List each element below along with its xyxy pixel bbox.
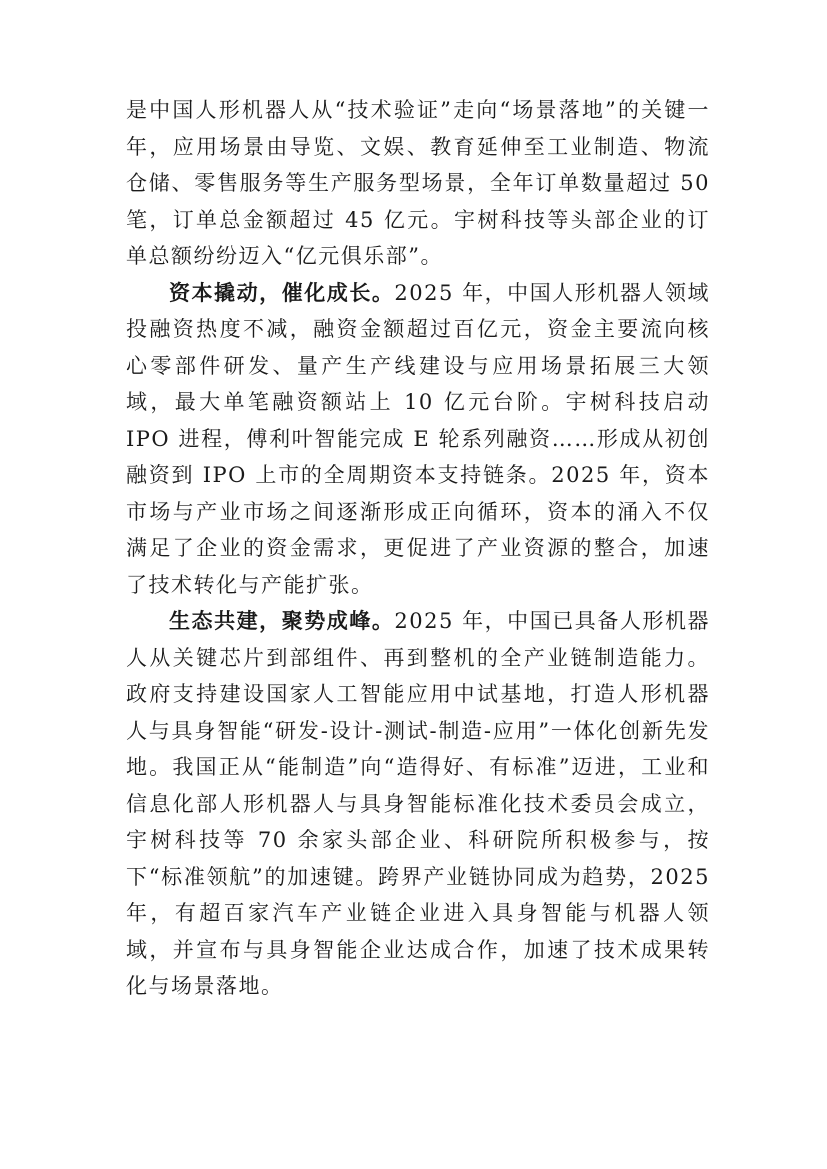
paragraph-continued [126,92,710,275]
paragraph-text: 2025 年，中国已具备人形机器人从关键芯片到部组件、再到整机的全产业链制造能力。政府支持建设国家人工智能应用中试基地，打造人形机器人与具身智能“研发-设计-测试-制造-应用”一体化创新先发地。我国正从“能制造”向“造得好、有标准”迈进，工业和信息化部人形机器人与具身智能标准化技术委员会成立，宇树科技等 70 余家头部企业、科研院所积极参与，按下“标准领航”的加速键。跨界产业链协同成为趋势，2025 年，有超百家汽车产业链企业进入具身智能与机器人领域，并宣布与具身智能企业达成合作，加速了技术成果转化与场景落地。 [126,609,710,998]
paragraph-lead-heading: 生态共建，聚势成峰。 [169,608,395,633]
paragraph-capital [126,275,710,604]
paragraph-ecosystem [126,603,710,1005]
paragraph-text: 2025 年，中国人形机器人领域投融资热度不减，融资金额超过百亿元，资金主要流向核心零部件研发、量产生产线建设与应用场景拓展三大领域，最大单笔融资额站上 10 亿元台阶。宇树科技启动 IPO 进程，傅利叶智能完成 E 轮系列融资……形成从初创融资到 IPO 上市的全周期资本支持链条。2025 年，资本市场与产业市场之间逐渐形成正向循环，资本的涌入不仅满足了企业的资金需求，更促进了产业资源的整合，加速了技术转化与产能扩张。 [126,280,710,597]
paragraph-lead-heading: 资本撬动，催化成长。 [169,279,395,305]
paragraph-text: 是中国人形机器人从“技术验证”走向“场景落地”的关键一年，应用场景由导览、文娱、教育延伸至工业制造、物流仓储、零售服务等生产服务型场景，全年订单数量超过 50 笔，订单总金额超过 45 亿元。宇树科技等头部企业的订单总额纷纷迈入“亿元俱乐部”。 [126,98,710,268]
document-body [126,92,710,1005]
